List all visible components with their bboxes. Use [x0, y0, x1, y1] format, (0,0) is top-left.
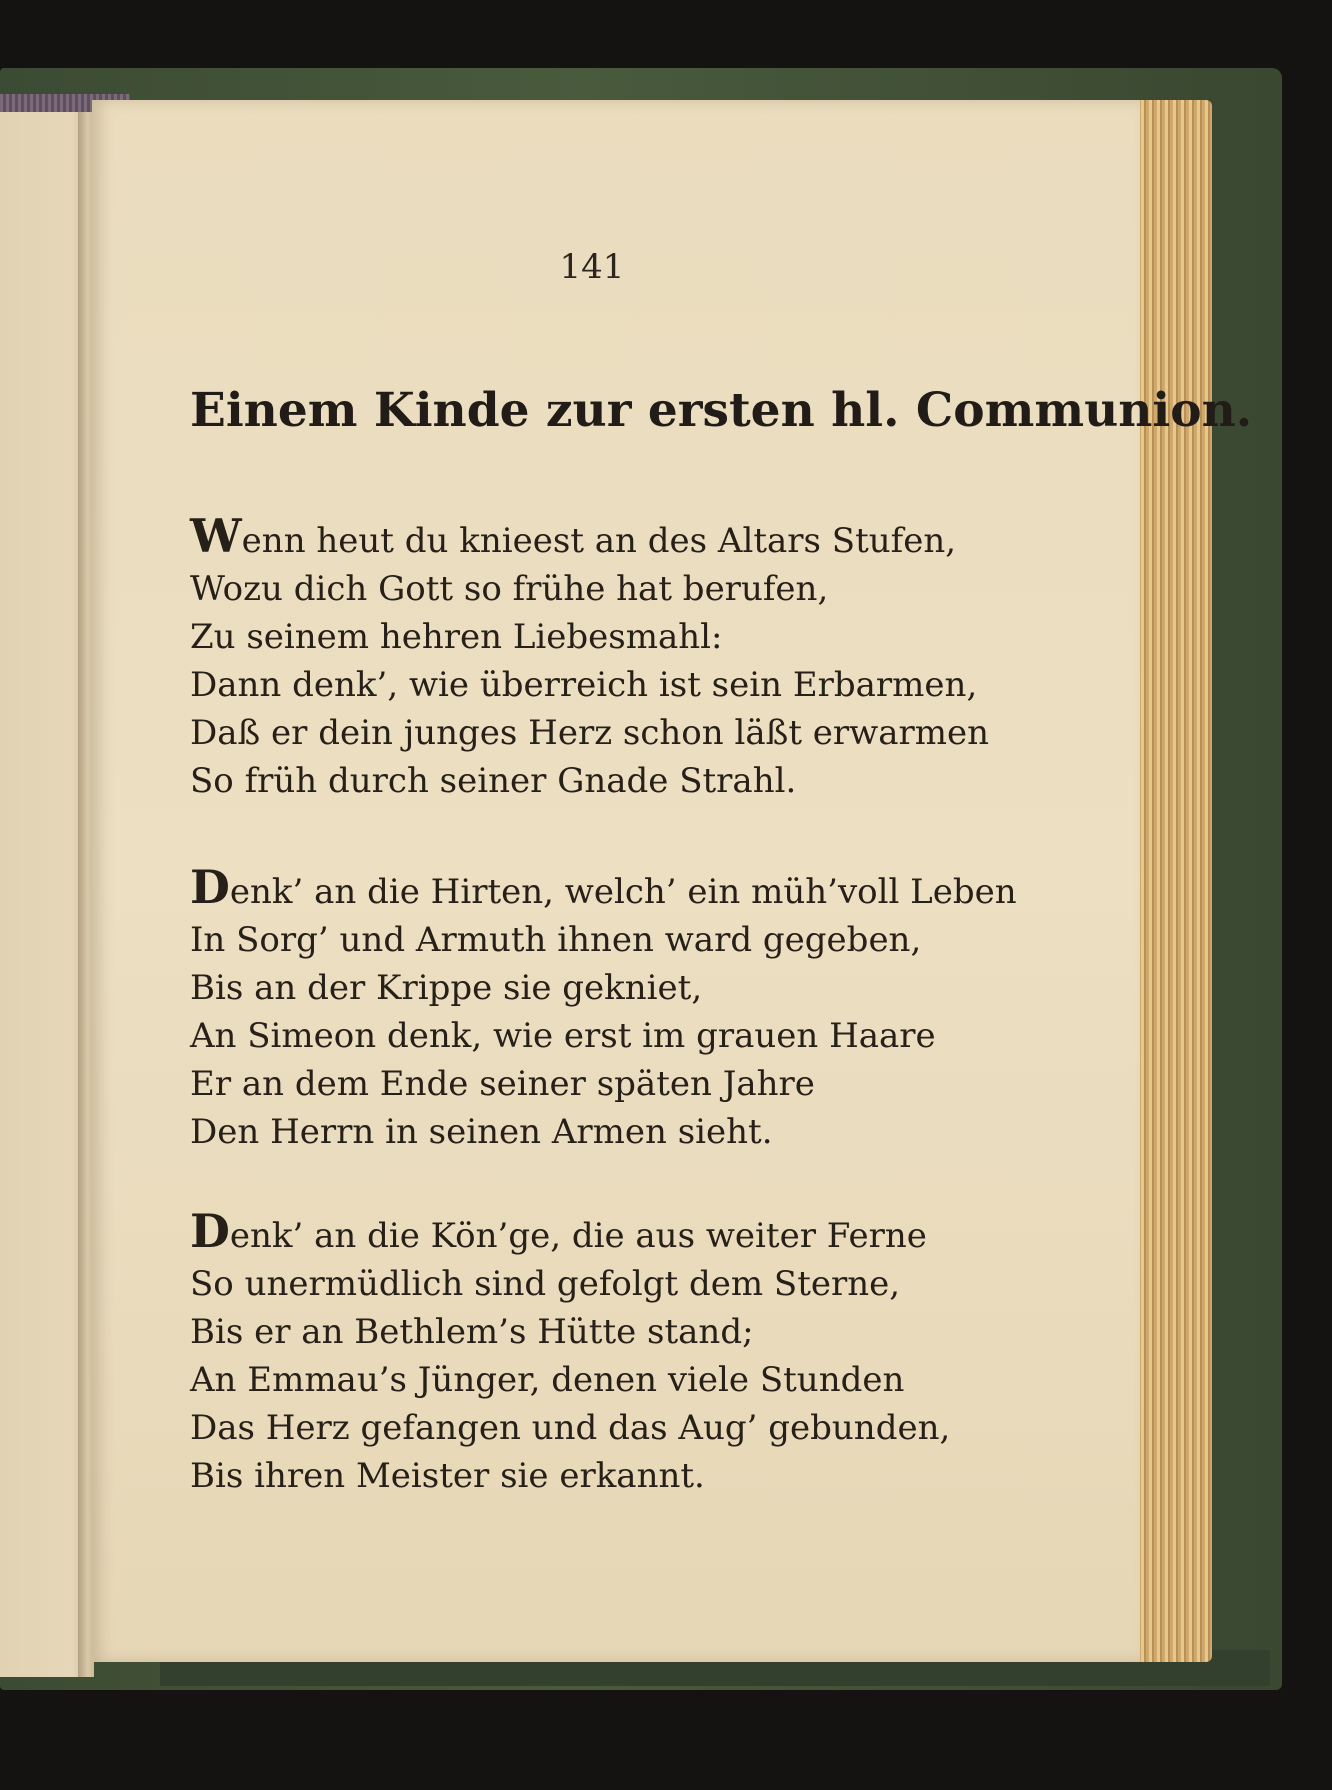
poem-line: In Sorg’ und Armuth ihnen ward gegeben, [190, 920, 922, 960]
poem-line: Bis an der Krippe sie gekniet, [190, 968, 703, 1008]
poem-line: Den Herrn in seinen Armen sieht. [190, 1112, 773, 1152]
poem-line: Bis er an Bethlem’s Hütte stand; [190, 1312, 754, 1352]
left-page [0, 112, 90, 1677]
poem-line: So unermüdlich sind gefolgt dem Sterne, [190, 1264, 901, 1304]
poem-line: Zu seinem hehren Liebesmahl: [190, 617, 723, 657]
poem-title: Einem Kinde zur ersten hl. Communion. [190, 383, 1253, 438]
poem-line: So früh durch seiner Gnade Strahl. [190, 761, 797, 801]
page-edges [1130, 100, 1212, 1662]
poem-line: An Simeon denk, wie erst im grauen Haare [190, 1016, 936, 1056]
stanza-2 [190, 860, 1017, 1156]
poem-line: An Emmau’s Jünger, denen viele Stunden [190, 1360, 905, 1400]
page-number: 141 [559, 247, 625, 287]
right-page [92, 100, 1253, 1662]
stanza-3 [190, 1204, 951, 1500]
poem-line: Er an dem Ende seiner späten Jahre [190, 1064, 815, 1104]
stanza-1 [190, 509, 990, 805]
poem-line: Das Herz gefangen und das Aug’ gebunden, [190, 1408, 951, 1448]
poem-line: Denk’ an die Kön’ge, die aus weiter Ferne [190, 1204, 927, 1258]
poem-line: Wenn heut du knieest an des Altars Stufen, [190, 509, 957, 563]
poem-line: Denk’ an die Hirten, welch’ ein müh’voll Leben [190, 860, 1017, 914]
poem-line: Dann denk’, wie überreich ist sein Erbarmen, [190, 665, 978, 705]
poem-line: Daß er dein junges Herz schon läßt erwarmen [190, 713, 990, 753]
poem-line: Wozu dich Gott so frühe hat berufen, [190, 569, 829, 609]
poem-line: Bis ihren Meister sie erkannt. [190, 1456, 705, 1496]
